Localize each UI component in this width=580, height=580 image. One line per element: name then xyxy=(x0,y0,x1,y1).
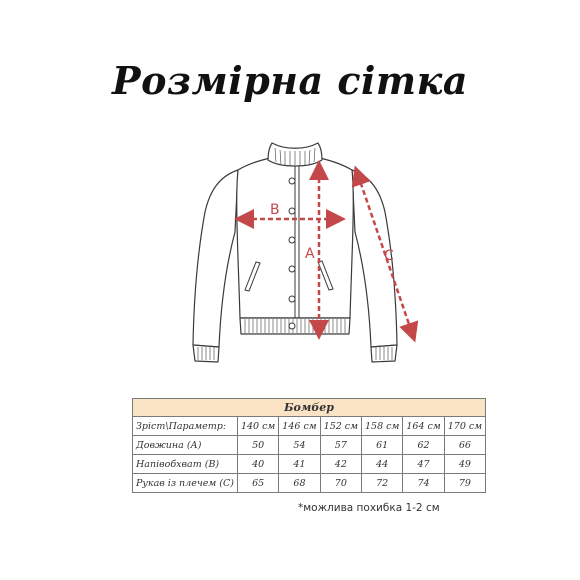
row-label: Напівобхват (В) xyxy=(133,455,238,474)
button xyxy=(289,237,295,243)
table-cell: 62 xyxy=(403,436,444,455)
column-header: Зріст\Параметр: xyxy=(133,417,238,436)
column-header: 140 см xyxy=(237,417,278,436)
table-cell: 49 xyxy=(444,455,485,474)
label-a: A xyxy=(305,246,315,262)
table-header-row xyxy=(133,417,486,436)
table-cell: 44 xyxy=(362,455,403,474)
table-cell: 72 xyxy=(362,474,403,493)
button xyxy=(289,323,295,329)
label-b: B xyxy=(270,202,280,218)
table-cell: 41 xyxy=(279,455,320,474)
table-caption: Бомбер xyxy=(133,399,486,417)
table-row xyxy=(133,455,486,474)
row-label: Довжина (А) xyxy=(133,436,238,455)
tolerance-note: *можлива похибка 1-2 см xyxy=(298,502,440,514)
button xyxy=(289,178,295,184)
table-cell: 65 xyxy=(237,474,278,493)
column-header: 164 см xyxy=(403,417,444,436)
size-chart-table xyxy=(132,398,486,493)
button xyxy=(289,266,295,272)
page-title: Розмірна сітка xyxy=(112,58,468,103)
table-cell: 57 xyxy=(320,436,361,455)
row-label: Рукав із плечем (С) xyxy=(133,474,238,493)
table-cell: 66 xyxy=(444,436,485,455)
left-sleeve xyxy=(193,170,238,347)
table-row xyxy=(133,436,486,455)
table-cell: 40 xyxy=(237,455,278,474)
table-cell: 74 xyxy=(403,474,444,493)
column-header: 146 см xyxy=(279,417,320,436)
button xyxy=(289,208,295,214)
table-cell: 68 xyxy=(279,474,320,493)
table-cell: 79 xyxy=(444,474,485,493)
column-header: 170 см xyxy=(444,417,485,436)
column-header: 158 см xyxy=(362,417,403,436)
table-cell: 61 xyxy=(362,436,403,455)
table-cell: 42 xyxy=(320,455,361,474)
table-cell: 54 xyxy=(279,436,320,455)
label-c: C xyxy=(384,248,394,264)
table-row xyxy=(133,474,486,493)
table-cell: 50 xyxy=(237,436,278,455)
table-cell: 47 xyxy=(403,455,444,474)
button xyxy=(289,296,295,302)
table-cell: 70 xyxy=(320,474,361,493)
column-header: 152 см xyxy=(320,417,361,436)
